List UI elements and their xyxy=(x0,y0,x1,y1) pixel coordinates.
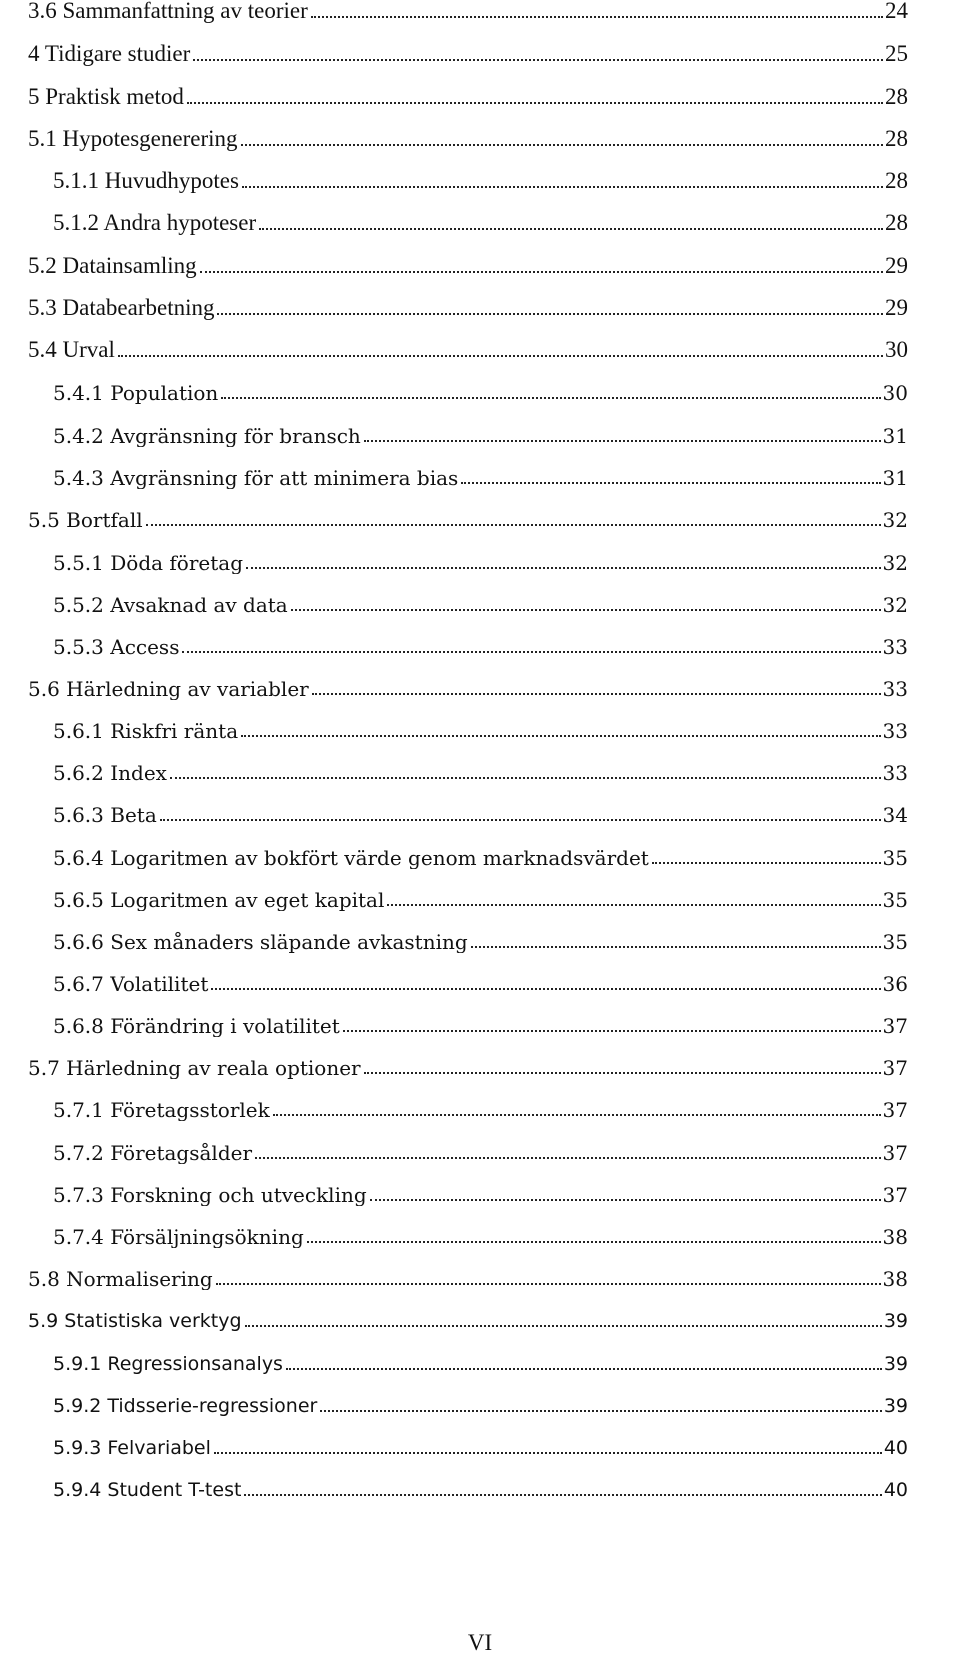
toc-entry-label: 5.9.1 Regressionsanalys xyxy=(53,1353,283,1375)
toc-entry-page: 33 xyxy=(882,719,908,742)
toc-entry-page: 28 xyxy=(885,168,908,193)
toc-entry-label: 5.6.1 Riskfri ränta xyxy=(53,719,239,742)
toc-entry[interactable] xyxy=(28,1049,908,1079)
toc-entry[interactable] xyxy=(28,1260,908,1290)
toc-entry-label: 5.6.4 Logaritmen av bokfört värde genom marknadsvärdet xyxy=(53,846,649,869)
dot-leader xyxy=(286,1368,882,1370)
dot-leader xyxy=(387,904,880,906)
toc-entry-label: 5.1.2 Andra hypoteser xyxy=(53,210,257,235)
dot-leader xyxy=(217,313,883,315)
toc-entry-page: 25 xyxy=(885,41,908,66)
toc-entry[interactable] xyxy=(28,121,908,151)
toc-entry-label: 5.3 Databearbetning xyxy=(28,295,215,320)
dot-leader xyxy=(364,440,881,442)
toc-entry-page: 33 xyxy=(882,761,908,784)
toc-entry-label: 5.1.1 Huvudhypotes xyxy=(53,168,239,193)
toc-entry-page: 37 xyxy=(882,1183,908,1206)
toc-entry[interactable] xyxy=(53,628,908,658)
dot-leader xyxy=(200,271,883,273)
toc-entry[interactable] xyxy=(53,754,908,784)
toc-entry[interactable] xyxy=(53,205,908,235)
dot-leader xyxy=(370,1199,881,1201)
toc-entry[interactable] xyxy=(28,36,908,66)
dot-leader xyxy=(307,1241,881,1243)
toc-entry[interactable] xyxy=(28,1302,908,1332)
toc-entry-label: 5.9.3 Felvariabel xyxy=(53,1437,211,1459)
toc-entry[interactable] xyxy=(28,670,908,700)
toc-entry-page: 33 xyxy=(882,677,908,700)
toc-entry-page: 30 xyxy=(882,381,908,404)
toc-entry-label: 4 Tidigare studier xyxy=(28,41,191,66)
toc-entry-page: 32 xyxy=(882,551,908,574)
toc-entry[interactable] xyxy=(53,1091,908,1121)
toc-entry-label: 5.6.7 Volatilitet xyxy=(53,972,209,995)
toc-entry-page: 28 xyxy=(885,210,908,235)
toc-entry-label: 3.6 Sammanfattning av teorier xyxy=(28,0,308,23)
toc-entry[interactable] xyxy=(53,1007,908,1037)
dot-leader xyxy=(320,1410,881,1412)
toc-entry-label: 5.6 Härledning av variabler xyxy=(28,677,309,700)
page-number: VI xyxy=(467,1630,493,1655)
toc-entry-label: 5.7 Härledning av reala optioner xyxy=(28,1056,361,1079)
toc-entry-page: 35 xyxy=(882,888,908,911)
toc-entry[interactable] xyxy=(53,163,908,193)
toc-entry-label: 5.6.8 Förändring i volatilitet xyxy=(53,1014,340,1037)
toc-entry-label: 5.6.6 Sex månaders släpande avkastning xyxy=(53,930,468,953)
dot-leader xyxy=(244,1494,881,1496)
dot-leader xyxy=(273,1114,881,1116)
toc-entry[interactable] xyxy=(28,0,908,23)
toc-entry[interactable] xyxy=(53,459,908,489)
dot-leader xyxy=(343,1030,881,1032)
dot-leader xyxy=(216,1283,881,1285)
toc-entry[interactable] xyxy=(53,1176,908,1206)
dot-leader xyxy=(187,102,883,104)
toc-entry-label: 5.4 Urval xyxy=(28,337,115,362)
toc-entry[interactable] xyxy=(28,290,908,320)
toc-entry-label: 5.7.1 Företagsstorlek xyxy=(53,1098,270,1121)
toc-entry[interactable] xyxy=(53,712,908,742)
toc-entry-page: 37 xyxy=(882,1098,908,1121)
toc-entry-page: 35 xyxy=(882,846,908,869)
toc-entry[interactable] xyxy=(53,1218,908,1248)
dot-leader xyxy=(312,693,881,695)
toc-entry[interactable] xyxy=(28,501,908,531)
toc-entry[interactable] xyxy=(53,839,908,869)
toc-entry[interactable] xyxy=(28,332,908,362)
toc-entry-page: 31 xyxy=(882,424,908,447)
toc-entry-page: 37 xyxy=(882,1014,908,1037)
dot-leader xyxy=(241,144,884,146)
dot-leader xyxy=(118,355,883,357)
toc-entry-page: 38 xyxy=(882,1225,908,1248)
toc-entry-label: 5.5.1 Döda företag xyxy=(53,551,244,574)
toc-entry[interactable] xyxy=(53,417,908,447)
toc-entry-page: 28 xyxy=(885,84,908,109)
dot-leader xyxy=(193,59,883,61)
toc-entry-page: 37 xyxy=(882,1056,908,1079)
toc-entry[interactable] xyxy=(53,544,908,574)
toc-entry[interactable] xyxy=(53,965,908,995)
toc-entry-label: 5.6.3 Beta xyxy=(53,803,157,826)
toc-entry-label: 5.5.3 Access xyxy=(53,635,180,658)
toc-entry-label: 5.9.2 Tidsserie-regressioner xyxy=(53,1395,318,1417)
toc-entry-label: 5.4.2 Avgränsning för bransch xyxy=(53,424,361,447)
dot-leader xyxy=(146,524,881,526)
dot-leader xyxy=(160,819,881,821)
toc-entry-page: 30 xyxy=(885,337,908,362)
toc-entry-page: 40 xyxy=(883,1479,908,1501)
toc-entry-page: 39 xyxy=(883,1395,908,1417)
toc-entry-label: 5.2 Datainsamling xyxy=(28,253,197,278)
toc-entry-label: 5.4.1 Population xyxy=(53,381,219,404)
dot-leader xyxy=(255,1157,881,1159)
toc-entry[interactable] xyxy=(53,1134,908,1164)
dot-leader xyxy=(242,186,883,188)
toc-entry-label: 5.7.3 Forskning och utveckling xyxy=(53,1183,367,1206)
toc-entry-page: 34 xyxy=(882,803,908,826)
toc-entry-page: 29 xyxy=(885,253,908,278)
dot-leader xyxy=(311,16,883,18)
toc-entry[interactable] xyxy=(53,796,908,826)
toc-entry-label: 5.5 Bortfall xyxy=(28,508,143,531)
toc-entry[interactable] xyxy=(28,79,908,109)
toc-entry-page: 29 xyxy=(885,295,908,320)
toc-entry-page: 38 xyxy=(882,1267,908,1290)
dot-leader xyxy=(182,651,880,653)
toc-entry-page: 40 xyxy=(883,1437,908,1459)
toc-entry-label: 5.6.5 Logaritmen av eget kapital xyxy=(53,888,385,911)
toc-entry-label: 5.7.2 Företagsålder xyxy=(53,1141,253,1164)
toc-entry-label: 5.7.4 Försäljningsökning xyxy=(53,1225,304,1248)
toc-entry-label: 5.9 Statistiska verktyg xyxy=(28,1310,242,1332)
dot-leader xyxy=(214,1452,882,1454)
toc-entry-page: 28 xyxy=(885,126,908,151)
dot-leader xyxy=(221,397,880,399)
dot-leader xyxy=(245,1325,882,1327)
toc-entry[interactable] xyxy=(28,248,908,278)
toc-entry-label: 5.6.2 Index xyxy=(53,761,167,784)
dot-leader xyxy=(211,988,880,990)
dot-leader xyxy=(259,228,883,230)
toc-entry[interactable] xyxy=(53,586,908,616)
toc-entry-page: 39 xyxy=(883,1353,908,1375)
toc-entry-page: 35 xyxy=(882,930,908,953)
toc-entry-page: 24 xyxy=(885,0,908,23)
toc-entry-page: 32 xyxy=(882,508,908,531)
toc-entry[interactable] xyxy=(53,1429,908,1459)
toc-entry-label: 5 Praktisk metod xyxy=(28,84,184,109)
toc-entry-page: 39 xyxy=(883,1310,908,1332)
toc-entry[interactable] xyxy=(53,1471,908,1501)
toc-entry-page: 32 xyxy=(882,593,908,616)
dot-leader xyxy=(364,1072,881,1074)
toc-entry-label: 5.9.4 Student T-test xyxy=(53,1479,242,1501)
toc-entry-label: 5.5.2 Avsaknad av data xyxy=(53,593,288,616)
toc-entry[interactable] xyxy=(53,881,908,911)
dot-leader xyxy=(170,777,881,779)
toc-entry-page: 33 xyxy=(882,635,908,658)
toc-entry[interactable] xyxy=(53,1345,908,1375)
dot-leader xyxy=(241,735,880,737)
dot-leader xyxy=(461,482,880,484)
toc-entry-page: 36 xyxy=(882,972,908,995)
toc-entry-label: 5.4.3 Avgränsning för att minimera bias xyxy=(53,466,459,489)
dot-leader xyxy=(291,609,881,611)
dot-leader xyxy=(652,862,881,864)
toc-entry[interactable] xyxy=(53,374,908,404)
toc-entry[interactable] xyxy=(53,1387,908,1417)
toc-entry-label: 5.8 Normalisering xyxy=(28,1267,213,1290)
dot-leader xyxy=(471,946,881,948)
toc-entry[interactable] xyxy=(53,923,908,953)
toc-entry-page: 31 xyxy=(882,466,908,489)
toc-entry-label: 5.1 Hypotesgenerering xyxy=(28,126,238,151)
toc-entry-page: 37 xyxy=(882,1141,908,1164)
dot-leader xyxy=(246,567,881,569)
